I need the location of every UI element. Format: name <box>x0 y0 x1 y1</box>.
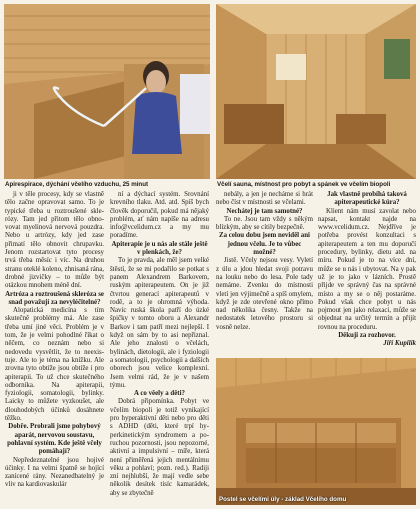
photo-vceli-sauna <box>216 4 416 179</box>
interview-question: A co věely a děti? <box>134 390 185 398</box>
author-signature: Jiří Kupilík <box>383 340 416 348</box>
paragraph: Klient nám musí zavolat nebo napsat, kontakt najde na www.vcelidum.cz. Nejdříve je potřeba provést konzultaci s apiterapeutem a ten mu doporučí procedury, bylinky, dietu atd. na míru. Pokud je to na více dní, může se u nás i ubytovat. Na y pak už je to jako v lázních. Prostě přijde ve správný čas na správné místo a my se o něj postaráme. Pokud však chce pobyt u nás pojmout jen jako relaxaci, může se objednat na určitý termín a přijít rovnou na proceduru. <box>318 207 416 331</box>
interview-question: Artróza a roztroušená skleróza se snad považují za nevyléčitelné? <box>5 290 104 306</box>
paragraph: Jistě. Včely nejsou vesy. Vyletí z úlu a jdou hledat svoji potravu na louku nebo do lesa. Pole tady nemáme. Zvenku do místnosti vletí jen výjimečně a spíš omylem, když je zde otevřené okno přímo nad několika česny. Takže na nedostatek letového prostoru si vosně nelze. <box>216 257 313 331</box>
paragraph: Nepředeznatelné jsou hojivé účinky. I na velmi špatně se hojící zanícené rány. Nezanedbatelný je vliv na kardiovaskulár <box>5 456 104 489</box>
photo-vceli-sauna-image <box>216 4 416 179</box>
interview-question: Jak vlastně probíhá taková apiterapeutické kúra? <box>327 191 407 207</box>
text-column-2 <box>110 191 209 507</box>
photo-apirespirace-image <box>4 4 210 179</box>
interview-question: Nechátej je tam samotné? <box>226 207 303 215</box>
interview-question: Apiterapie je u nás ale stále ještě v plenkách, že? <box>111 240 208 257</box>
paragraph: Dobrá připomínka. Pobyt ve včelím biopoli je totiž vynikající pro hyperaktivní děti nebo pro děti s ADHD (děti, které trpí hyperkinetickým syndromem a poruchou pozornosti, jsou nepozorné, aktivní a impulsivní – míře, která není přiměřená jejich mentálnímu věku a pohlaví; pozn. red.). Radiji zní nejhlubší, že mají vedle sebe několik desítek tisíc kamarádek, aby se zbytečně <box>110 398 209 497</box>
closing-line: Děkuji za rozhovor. <box>338 332 396 340</box>
paragraph: To je pravda, ale měl jsem velké štěstí, že se mi podařilo se potkat s panem Alexandrem Barkovem, ruským apiterapeutem. On je již čtvrtou generací apiterapeutů v rodě, a to je ohromná výhoda. Navíc ruská škola patří do úzké špičky v tomto oboru a Alexandr Barkov i tam patří mezi nejlepší. I když on sám by to asi nepřiznal. Ale jeho znalosti o včelách, bylinách, dietologii, ale i fyziologii a somatologii, psychologii a dalších oborech jsou velice komplexní. Jsem velmi rád, že je v našem týmu. <box>110 257 209 389</box>
interview-question: Za celou dobu jsem neviděl ani jednou včelu. Je to vůbec možné? <box>219 232 310 257</box>
paragraph: Alopatická medicína s tím skutečně problémy má. Ale zase třeba umí jiné věci. Problém je v tom, že je velmi pohodlné říkat o něčem, co neznám nebo si nedovedu vysvětlit, že to neexistuje. Ale to je téma na knížku. Ale zrovna tyto obtíže jsou obtíže i pro apiterapii. To už chce skutečného odborníka. Na apiterapii, fyziologii, somatologii, bylinky. Laicky to můžete vyzkoušet, ale dlouhodobých účinků dosáhnete těžko. <box>5 307 104 423</box>
photo2-caption: Včelí sauna, místnost pro pobyt a spánek ve včelím biopoli <box>217 181 391 188</box>
photo1-caption: Apirespirace, dýchání včelího vzduchu, 25 minut <box>5 181 149 188</box>
photo-apirespirace <box>4 4 210 179</box>
interview-question: Dobře. Probrali jsme pohybový aparát, nervovou soustavu, pohlavní systém. Kde ještě včely pomáhají? <box>7 423 102 456</box>
photo3-caption: Postel se včelími úly - základ Včelího domu <box>219 496 347 503</box>
paragraph: ní a dýchací systém. Srovnání krevního tlaku. Atd. atd. Spíš bych člověk doporučil, pokud má nějaký problém, ať nám napíše na adresu info@vcelidum.cz a my mu poradíme. <box>110 191 209 240</box>
paragraph: nebály, a jen je necháme si hrát nebo číst v místnosti se včelami. <box>216 191 313 207</box>
text-column-3 <box>216 191 313 355</box>
paragraph: To ne. Jsou tam vždy s někým blízkým, aby se cítily bezpečně. <box>216 215 313 232</box>
text-column-1 <box>5 191 104 507</box>
text-column-4 <box>318 191 416 355</box>
photo-postel-uly <box>216 358 416 505</box>
photo-postel-uly-image <box>216 358 416 505</box>
paragraph: ji v těle procesy, kdy se vlastně tělo začne opravovat samo. To je typické třeba u roztroušené sklerózy. Tam jed přitom tělo obnovovat myelinová nervová pouzdra. Nebo u artrózy, kdy jed zase přimatí tělo obnovit chrupavku. Jenom rozstartovat tyto procesy trvá třeba měsíc i víc. Na druhou stranu oteklé koleno, zhnisaná rána, drobné jizvičky – to může být otázkou mnohem méně dní. <box>5 191 104 290</box>
